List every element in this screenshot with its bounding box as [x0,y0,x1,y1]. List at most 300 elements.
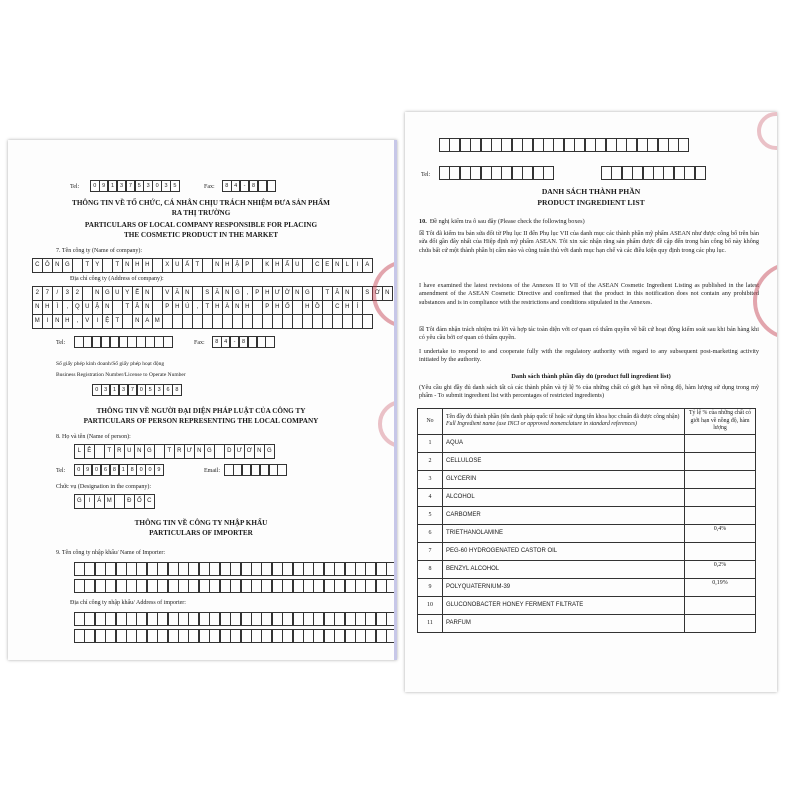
char-box: 0 [136,464,146,476]
char-box: Ẩ [282,258,293,273]
char-box: 9 [154,464,164,476]
char-box: 1 [108,180,118,192]
char-box [265,336,275,348]
char-box: À [222,300,233,315]
char-box [522,138,533,152]
char-box: 8 [172,384,182,396]
declaration-en-1: I have examined the latest revisions of the Annexes II to VII of the ASEAN Cosmetic Ingredient Listing as published in the latest amendment of the ASEAN Cosmetic Directive and confirmed that the product in this notification does not contain any prohibited substances and is in compliance with the restrictions and conditions stipulated in the Annexes. [419,282,759,306]
char-box [293,612,304,626]
char-box: 8 [110,464,120,476]
char-box: Ơ [244,444,255,459]
char-box: 1 [110,384,120,396]
importer-address-row-2 [74,629,397,643]
char-box: , [72,314,83,329]
char-box: 8 [127,464,137,476]
char-box: Â [332,286,343,301]
red-stamp-right-top [757,112,777,150]
char-box: 9 [83,464,93,476]
char-box [449,166,460,180]
char-box: M [104,494,115,509]
char-box [272,629,283,643]
right-document-page [405,112,777,692]
char-box: G [144,444,155,459]
char-box [282,629,293,643]
char-box: 3 [161,180,171,192]
char-box: M [152,314,163,329]
char-box [376,612,387,626]
char-box [251,562,262,576]
char-box [136,562,147,576]
char-box: H [342,300,353,315]
char-box [324,629,335,643]
char-box: 8 [222,180,232,192]
char-box [168,579,179,593]
char-box: I [92,314,103,329]
char-box [168,629,179,643]
char-box [491,166,502,180]
char-box [178,579,189,593]
char-box: T [112,258,123,273]
char-box: H [242,300,253,315]
char-box [313,629,324,643]
char-box: T [202,300,213,315]
ingredient-percentage: 0,19% [685,578,756,596]
char-box [261,612,272,626]
char-box [136,579,147,593]
char-box: N [342,286,353,301]
char-box: H [142,258,153,273]
char-box [501,166,512,180]
char-box [157,562,168,576]
char-box: P [242,258,253,273]
char-box [553,138,564,152]
char-box [105,629,116,643]
col-header-name-en: Full Ingredient name (use INCI or approved nomenclature in standard references) [446,421,637,428]
char-box: Ơ [372,286,383,301]
ingredient-number: 7 [418,542,443,560]
char-box [220,612,231,626]
char-box [147,629,158,643]
char-box [470,138,481,152]
char-box: C [32,258,43,273]
fax2-boxes [212,336,274,348]
char-box [324,612,335,626]
address-label: Địa chỉ công ty (Address of company): [70,276,164,282]
ingredient-row [418,452,756,470]
license-label-vn: Số giấy phép kinh doanh/Số giấy phép hoạt động [56,361,165,367]
ingredient-row [418,596,756,614]
char-box [122,314,133,329]
char-box [439,138,450,152]
char-box: 3 [154,384,164,396]
char-box: D [224,444,235,459]
char-box [230,629,241,643]
ingredient-row [418,470,756,488]
char-box: 8 [239,336,249,348]
char-box [312,286,323,301]
char-box: , [192,300,203,315]
char-box [674,166,685,180]
char-box [355,629,366,643]
char-box [232,314,243,329]
char-box [543,166,554,180]
ingredient-name: POLYQUATERNIUM-39 [443,578,685,596]
char-box [202,314,213,329]
char-box [220,562,231,576]
char-box [241,629,252,643]
char-box: H [272,300,283,315]
checkbox-checked-icon: ☒ [419,326,425,333]
col-header-pct: Tỷ lệ % của những chất có giới hạn về nồng độ, hàm lượng [685,409,756,435]
char-box [116,579,127,593]
char-box: 0 [92,464,102,476]
char-box [334,579,345,593]
item10-number: 10. [419,218,427,225]
declaration-en-2: I undertake to respond to and cooperate fully with the regulatory authority with regard to any subsequent post-marketing activity initiated by the authority. [419,348,759,364]
char-box [188,612,199,626]
char-box: 5 [145,384,155,396]
char-box [595,138,606,152]
position-label: Chức vụ (Designation in the company): [56,484,152,490]
char-box [522,166,533,180]
char-box [303,562,314,576]
char-box: A [142,314,153,329]
char-box: 0 [74,464,84,476]
char-box [188,562,199,576]
char-box: Ă [212,286,223,301]
char-box [658,138,669,152]
char-box [202,258,213,273]
char-box [684,166,695,180]
tel-boxes [90,180,179,192]
char-box: N [122,258,133,273]
tel3-label: Tel: [56,468,66,474]
ingredient-name: PARFUM [443,614,685,632]
char-box: 0 [92,384,102,396]
char-box [439,166,450,180]
ingredient-row [418,614,756,632]
char-box [365,629,376,643]
char-box: U [172,258,183,273]
char-box [365,562,376,576]
char-box: N [92,286,103,301]
char-box: Ờ [282,286,293,301]
char-box: Â [132,300,143,315]
char-box [322,314,333,329]
char-box [501,138,512,152]
char-box [242,314,253,329]
ingredient-list-title-vn: DANH SÁCH THÀNH PHẦN [541,187,641,196]
char-box: Ư [234,444,245,459]
ingredient-number: 9 [418,578,443,596]
col-header-name-vn: Tên đầy đủ thành phần (tên danh pháp quốc tế hoặc sử dụng tên khoa học chuẩn đã được công nhận) [446,413,680,420]
char-box: N [232,300,243,315]
char-box: N [32,300,43,315]
char-box: N [382,286,393,301]
section2-heading-en: PARTICULARS OF PERSON REPRESENTING THE LOCAL COMPANY [83,417,319,425]
char-box: 5 [170,180,180,192]
char-box: 3 [143,180,153,192]
char-box [272,314,283,329]
ingredient-number: 8 [418,560,443,578]
char-box [261,562,272,576]
char-box [178,629,189,643]
char-box [74,629,85,643]
char-box: 3 [101,384,111,396]
char-box [230,562,241,576]
section3-heading-en: PARTICULARS OF IMPORTER [149,529,253,537]
char-box [102,258,113,273]
char-box [512,166,523,180]
char-box [105,612,116,626]
char-box [74,562,85,576]
char-box: 2 [32,286,43,301]
char-box [199,562,210,576]
char-box [199,612,210,626]
char-box: T [104,444,115,459]
char-box [272,579,283,593]
char-box [82,286,93,301]
char-box: Ì [52,300,63,315]
char-box [352,314,363,329]
char-box [303,579,314,593]
char-box [282,562,293,576]
ingredient-percentage [685,452,756,470]
char-box [105,579,116,593]
char-box [157,629,168,643]
char-box: Í [352,300,363,315]
char-box [622,166,633,180]
char-box: H [212,300,223,315]
ingredient-row [418,542,756,560]
char-box [376,579,387,593]
char-box: R [114,444,125,459]
char-box [313,579,324,593]
char-box [178,612,189,626]
char-box [585,138,596,152]
char-box: P [262,300,273,315]
checkbox-checked-icon: ☒ [419,230,425,237]
char-box [209,562,220,576]
char-box [332,314,343,329]
char-box [470,166,481,180]
char-box: G [74,494,85,509]
item10-line [419,218,759,226]
ingredient-table [417,408,756,633]
char-box: N [182,286,193,301]
char-box: K [262,258,273,273]
char-box [105,562,116,576]
char-box: Ố [134,494,145,509]
char-box [241,579,252,593]
char-box [292,300,303,315]
char-box [302,258,313,273]
importer-label: 9. Tên công ty nhập khẩu/ Name of Importer: [56,550,166,556]
left-document-page [8,140,397,660]
char-box: H [62,314,73,329]
right-fax-boxes [601,166,705,180]
char-box: Ư [184,444,195,459]
char-box: 7 [42,286,53,301]
char-box: - [230,336,240,348]
section2-heading-vn: THÔNG TIN VỀ NGƯỜI ĐẠI DIỆN PHÁP LUẬT CỦA CÔNG TY [96,407,306,415]
char-box [282,579,293,593]
char-box [345,612,356,626]
char-box [178,562,189,576]
char-box [362,314,373,329]
char-box [261,579,272,593]
heading-line: PARTICULARS OF LOCAL COMPANY RESPONSIBLE FOR PLACING [84,221,318,229]
char-box [637,138,648,152]
char-box [663,166,674,180]
char-box [449,138,460,152]
col-header-no: No [418,409,443,435]
ingredient-percentage: 0,2% [685,560,756,578]
importer-address-label: Địa chỉ công ty nhập khẩu/ Address of importer: [70,600,186,606]
fax-label: Fax: [204,184,215,190]
char-box: V [162,286,173,301]
char-box: N [134,444,145,459]
char-box [220,579,231,593]
char-box [345,629,356,643]
char-box [112,300,123,315]
char-box: 8 [212,336,222,348]
char-box [355,579,366,593]
char-box: G [232,286,243,301]
char-box [74,579,85,593]
ingredient-name: TRIETHANOLAMINE [443,524,685,542]
char-box: G [302,286,313,301]
char-box [252,300,263,315]
char-box [241,612,252,626]
char-box: Đ [124,494,135,509]
char-box [460,166,471,180]
char-box: L [342,258,353,273]
char-box [678,138,689,152]
char-box [533,166,544,180]
char-box [277,464,287,476]
ingredient-row [418,560,756,578]
char-box: N [222,286,233,301]
char-box: 6 [101,464,111,476]
person-name-label: 8. Họ và tên (Name of person): [56,434,131,440]
char-box: U [124,444,135,459]
ingredient-percentage [685,596,756,614]
heading-line: RA THỊ TRƯỜNG [171,209,231,218]
char-box: G [62,258,73,273]
importer-address-row-1 [74,612,397,626]
address-row-1 [32,286,392,301]
char-box [199,579,210,593]
char-box [313,562,324,576]
char-box: 2 [72,286,83,301]
ingredient-percentage: 0,4% [685,524,756,542]
char-box: P [162,300,173,315]
right-tel-boxes [439,166,553,180]
char-box: H [222,258,233,273]
ingredient-name: GLYCERIN [443,470,685,488]
char-box: Ê [84,444,95,459]
ingredient-row [418,506,756,524]
declaration-vn-1 [419,230,759,255]
char-box: Ồ [312,300,323,315]
char-box [564,138,575,152]
position-boxes [74,494,154,509]
char-box [154,444,165,459]
char-box [312,314,323,329]
char-box: C [144,494,155,509]
char-box [136,629,147,643]
char-box [95,562,106,576]
char-box: 4 [231,180,241,192]
char-box [95,629,106,643]
char-box [481,138,492,152]
char-box [251,612,262,626]
char-box [386,612,397,626]
char-box: , [62,300,73,315]
char-box: Y [122,286,133,301]
char-box: T [164,444,175,459]
char-box [126,629,137,643]
section1-heading-en [8,220,394,241]
char-box: U [292,258,303,273]
char-box [84,562,95,576]
char-box: T [82,258,93,273]
license-boxes [92,384,181,396]
ingredient-number: 11 [418,614,443,632]
address-row-2 [32,300,362,315]
char-box: 3 [119,384,129,396]
company-name-label: 7. Tên công ty (Name of company): [56,248,143,254]
char-box: U [82,300,93,315]
char-box [267,180,277,192]
ingredient-percentage [685,542,756,560]
char-box [214,444,225,459]
declaration-vn-2 [419,326,759,343]
char-box [355,612,366,626]
char-box: N [254,444,265,459]
char-box: 6 [163,384,173,396]
char-box: 3 [62,286,73,301]
char-box: I [84,494,95,509]
ingredient-row [418,578,756,596]
char-box: H [272,258,283,273]
ingredient-name: CARBOMER [443,506,685,524]
section3-heading-vn: THÔNG TIN VỀ CÔNG TY NHẬP KHẨU [134,519,268,527]
char-box [209,579,220,593]
char-box [695,166,706,180]
char-box [460,138,471,152]
char-box [647,138,658,152]
ingredient-name: CELLULOSE [443,452,685,470]
char-box [282,314,293,329]
char-box [282,612,293,626]
fax-boxes [222,180,275,192]
char-box [272,562,283,576]
ingredient-percentage [685,614,756,632]
ingredient-number: 5 [418,506,443,524]
col-header-name [443,409,685,435]
ingredient-list-title-en: PRODUCT INGREDIENT LIST [537,198,645,207]
char-box [230,579,241,593]
char-box: E [322,258,333,273]
char-box [293,579,304,593]
char-box [626,138,637,152]
ingredient-row [418,524,756,542]
char-box: 5 [135,180,145,192]
char-box: 7 [128,384,138,396]
char-box [222,314,233,329]
